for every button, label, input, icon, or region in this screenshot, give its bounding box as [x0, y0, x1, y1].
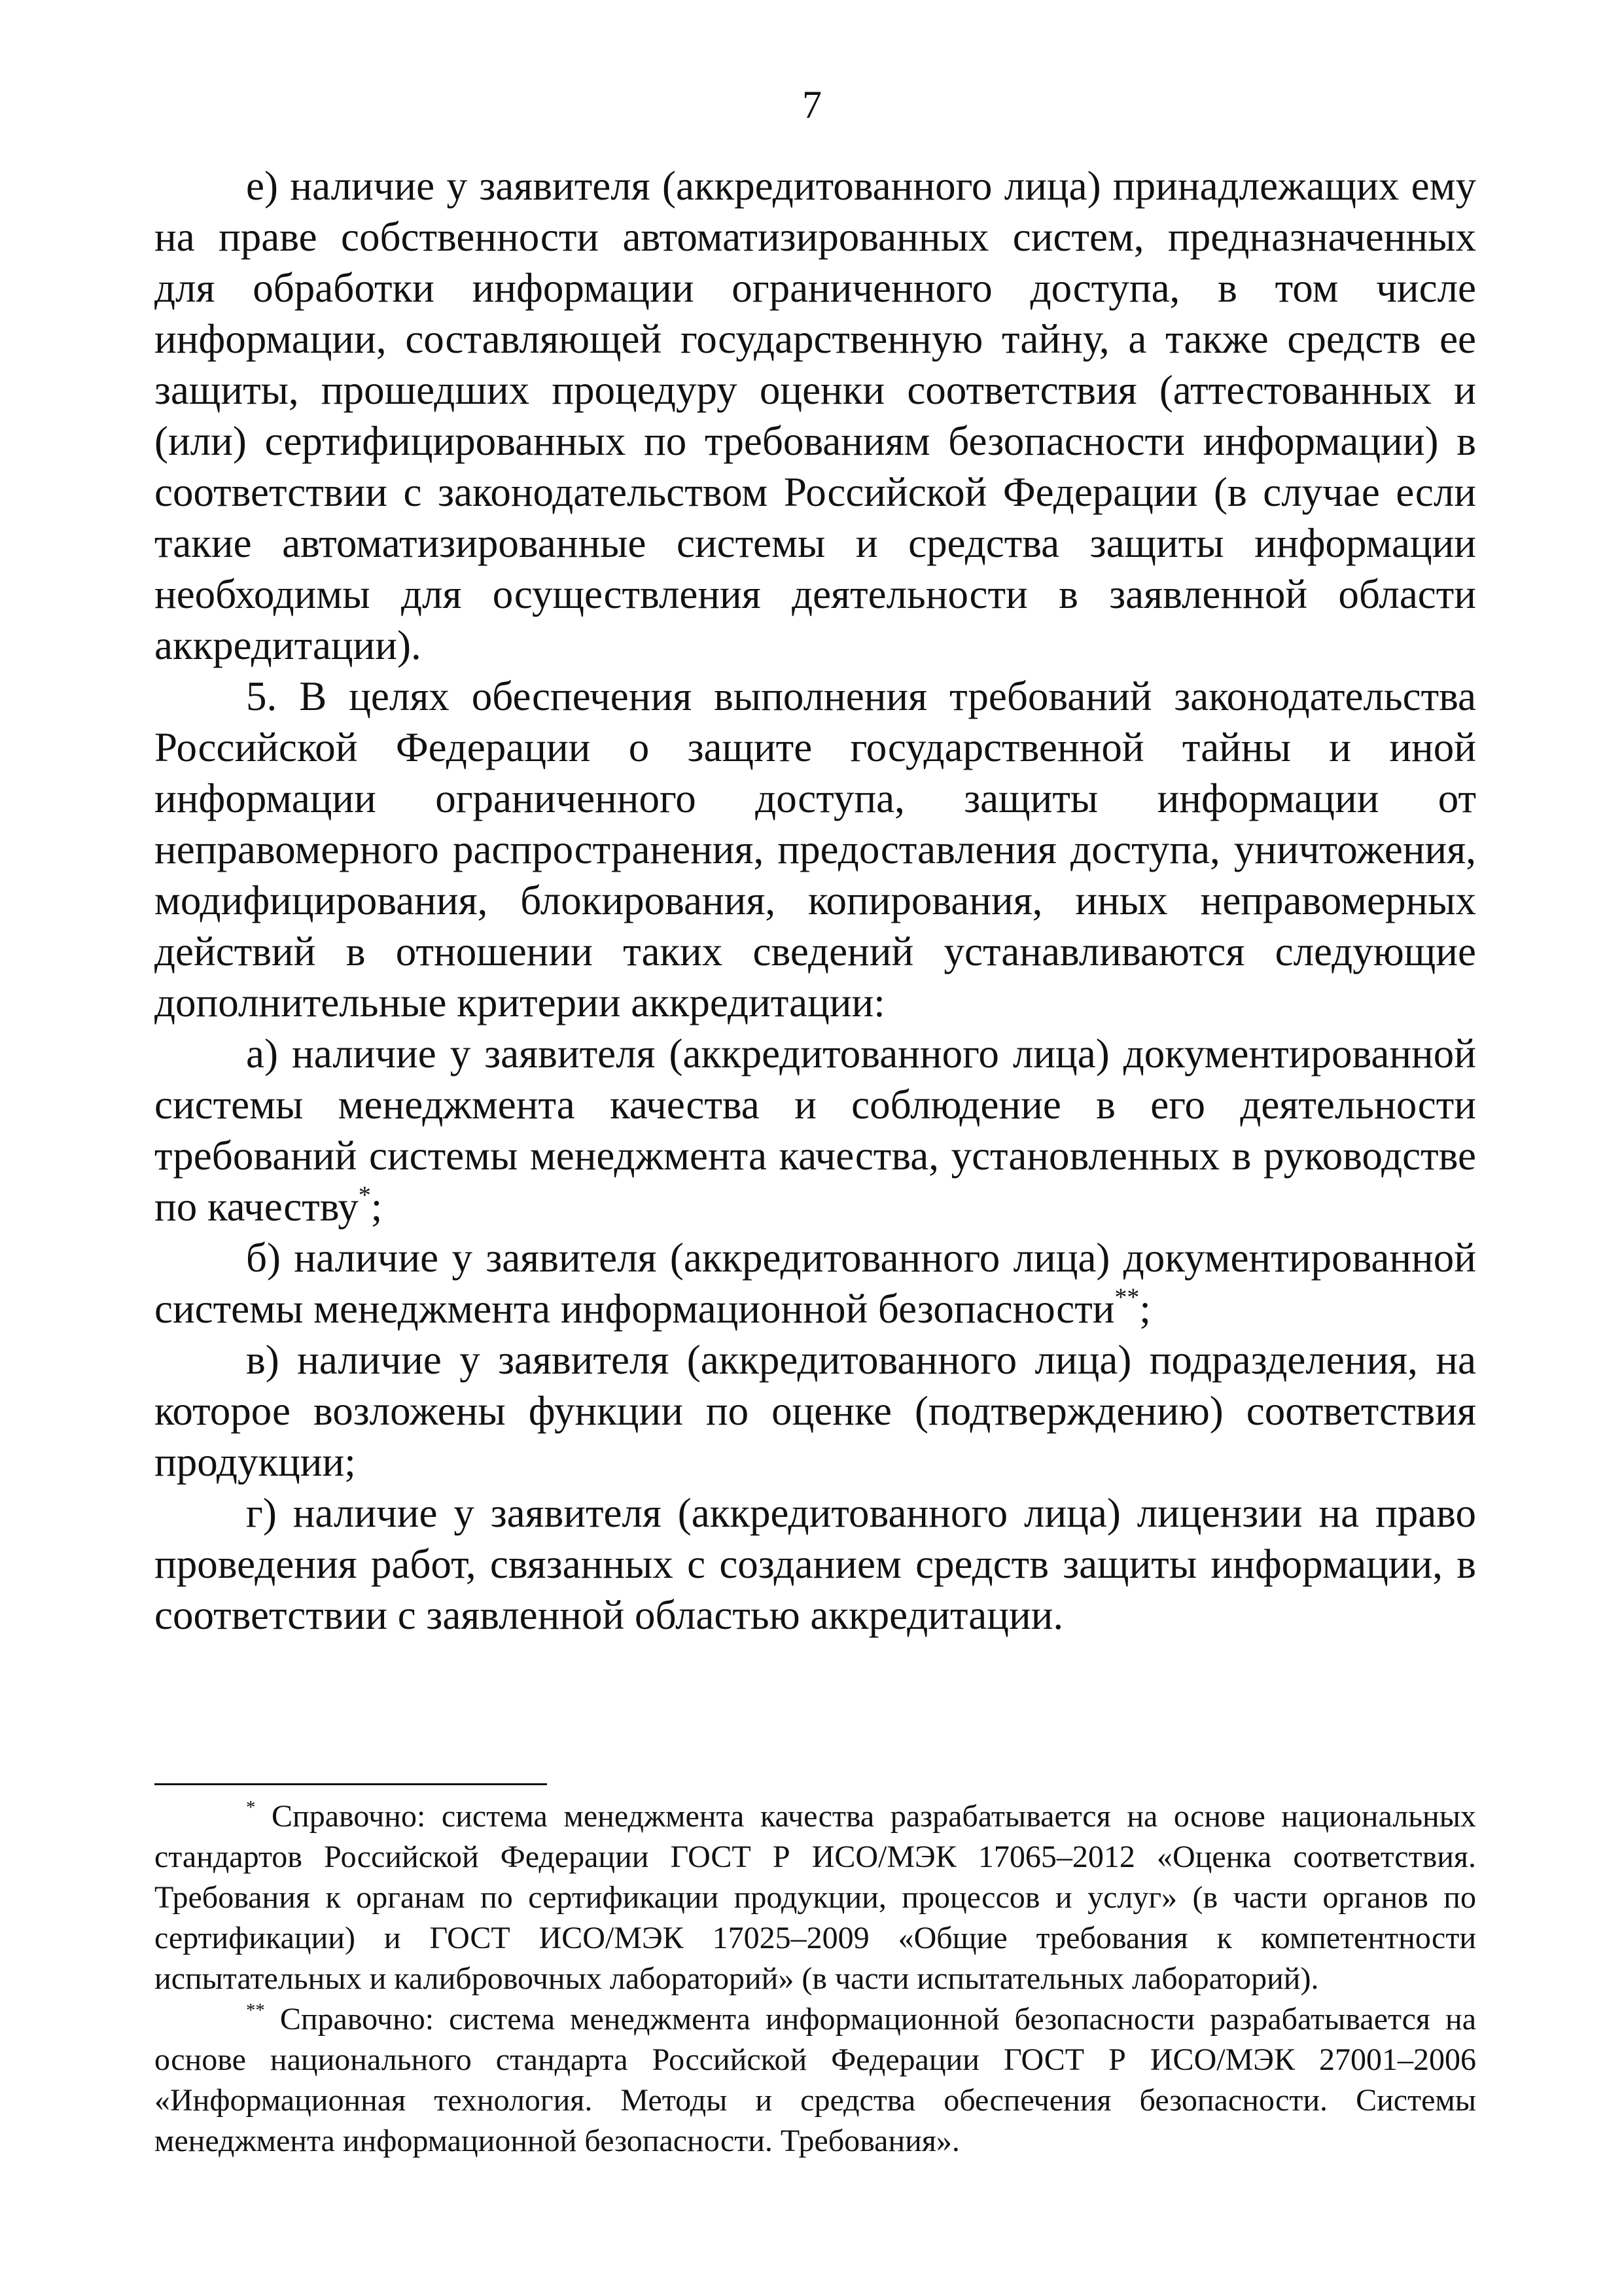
paragraph-text: е) наличие у заявителя (аккредитованного лица) принадлежащих ему на праве собственности автоматизированных систем, предназначенных для обработки информации ограниченного доступа, в том числе информации, составляющей государственную тайну, а также средств ее защиты, прошедших процедуру оценки соответствия (аттестованных и (или) сертифицированных по требованиям безопасности информации) в соответствии с законодательством Российской Федерации (в случае если такие автоматизированные системы и средства защиты информации необходимы для осуществления деятельности в заявленной области аккредитации). — [154, 163, 1476, 668]
paragraph-tail: ; — [1139, 1286, 1151, 1332]
footnote-ref-2[interactable]: ** — [1114, 1283, 1140, 1311]
footnote-mark: ** — [246, 1999, 265, 2021]
footnote-mark: * — [246, 1796, 256, 1818]
paragraph-tail: ; — [370, 1184, 383, 1230]
paragraph-text: а) наличие у заявителя (аккредитованного лица) документированной системы менеджмента качества и соблюдение в его деятельности требований системы менеджмента качества, установленных в руководстве по качеству — [154, 1031, 1476, 1230]
paragraph-b — [154, 1232, 1476, 1334]
paragraph-text: в) наличие у заявителя (аккредитованного лица) подразделения, на которое возложены функции по оценке (подтверждению) соответствия продукции; — [154, 1337, 1476, 1485]
paragraph-5 — [154, 671, 1476, 1028]
footnote-2 — [154, 1999, 1476, 2162]
main-text — [154, 160, 1476, 1641]
footnote-ref-1[interactable]: * — [358, 1181, 371, 1209]
paragraph-g — [154, 1487, 1476, 1641]
footnotes — [154, 1796, 1476, 2162]
page-number: 7 — [802, 83, 822, 126]
footnote-text: Справочно: система менеджмента информационной безопасности разрабатывается на основе национального стандарта Российской Федерации ГОСТ Р ИСО/МЭК 27001–2006 «Информационная технология. Методы и средства обеспечения безопасности. Системы менеджмента информационной безопасности. Требования». — [154, 2002, 1476, 2158]
paragraph-text: г) наличие у заявителя (аккредитованного лица) лицензии на право проведения работ, связанных с созданием средств защиты информации, в соответствии с заявленной областью аккредитации. — [154, 1490, 1476, 1638]
paragraph-text: 5. В целях обеспечения выполнения требований законодательства Российской Федерации о защите государственной тайны и иной информации ограниченного доступа, защиты информации от неправомерного распространения, предоставления доступа, уничтожения, модифицирования, блокирования, копирования, иных неправомерных действий в отношении таких сведений устанавливаются следующие дополнительные критерии аккредитации: — [154, 673, 1476, 1025]
paragraph-v — [154, 1334, 1476, 1487]
footnote-text: Справочно: система менеджмента качества разрабатывается на основе национальных стандартов Российской Федерации ГОСТ Р ИСО/МЭК 17065–2012 «Оценка соответствия. Требования к органам по сертификации продукции, процессов и услуг» (в части органов по сертификации) и ГОСТ ИСО/МЭК 17025–2009 «Общие требования к компетентности испытательных и калибровочных лабораторий» (в части испытательных лабораторий). — [154, 1799, 1476, 1996]
footnote-divider — [154, 1783, 547, 1785]
paragraph-a — [154, 1028, 1476, 1232]
paragraph-e — [154, 160, 1476, 671]
footnote-1 — [154, 1796, 1476, 1999]
paragraph-text: б) наличие у заявителя (аккредитованного лица) документированной системы менеджмента информационной безопасности — [154, 1235, 1476, 1332]
